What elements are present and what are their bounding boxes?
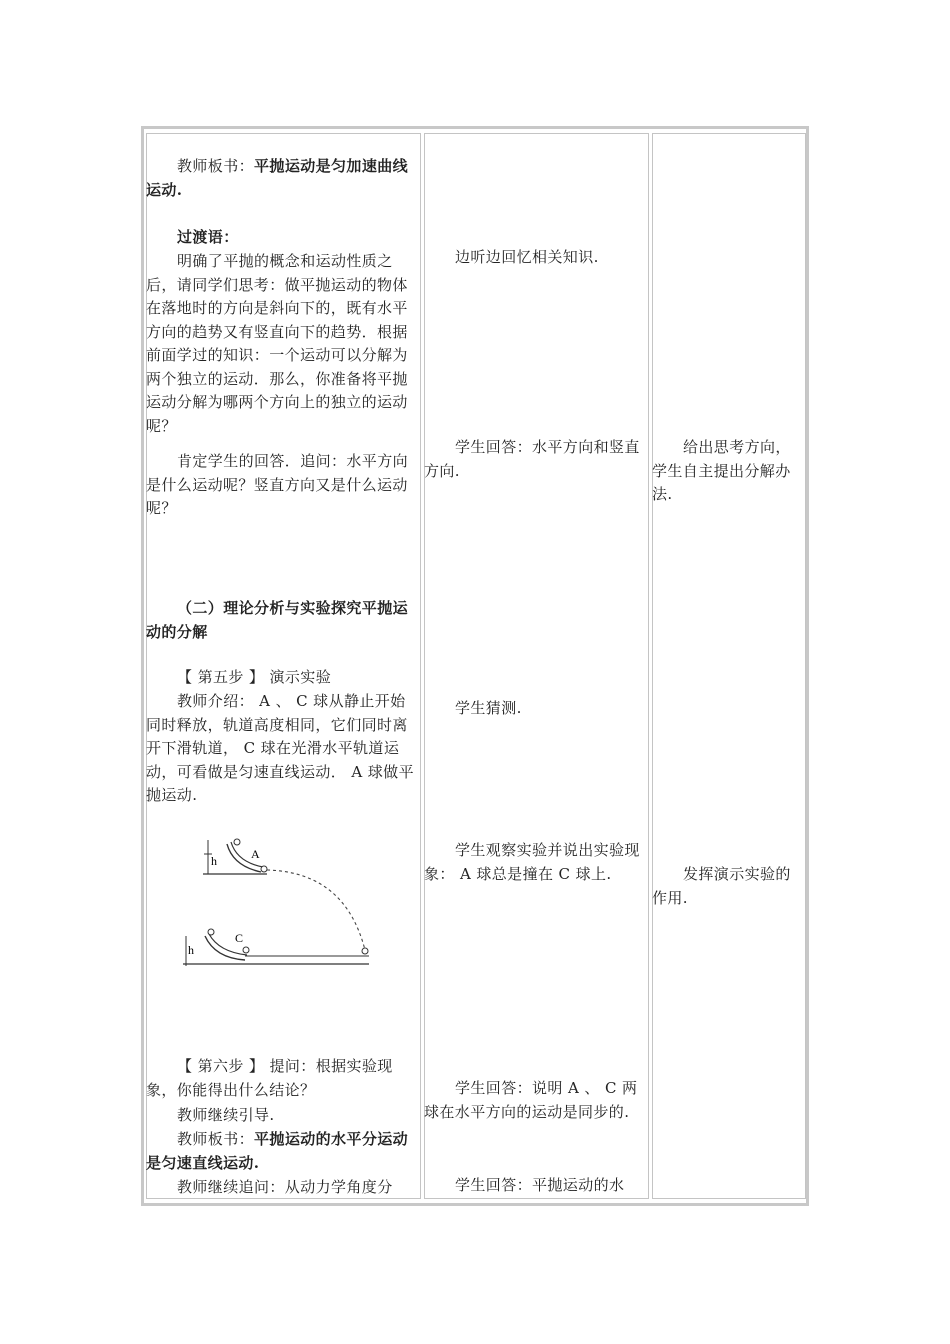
teacher-introduction: 教师介绍： A 、 C 球从静止开始同时释放，轨道高度相同，它们同时离开下滑轨道， C 球在光滑水平轨道运动，可看做是匀速直线运动． A 球做平抛运动.	[146, 692, 414, 804]
board-text-bold: 平抛运动是匀加速曲线运动.	[146, 157, 409, 199]
board-text-bold-2: 平抛运动的水平分运动是匀速直线运动.	[146, 1130, 409, 1172]
step-six-question: 【 第六步 】 提问：根据实验现象，你能得出什么结论？	[146, 1057, 393, 1099]
label-a: A	[251, 847, 260, 861]
ball-a-start	[234, 839, 240, 845]
board-writing-2	[146, 1128, 414, 1175]
student-response-3: 学生猜测.	[455, 699, 522, 717]
student-response-1: 边听边回忆相关知识.	[455, 248, 599, 266]
ball-impact	[362, 948, 368, 954]
transition-heading: 过渡语：	[177, 228, 239, 246]
projectile-trajectory	[267, 870, 365, 950]
student-response-2: 学生回答：水平方向和竖直方向.	[424, 438, 640, 480]
teacher-guidance: 教师继续引导.	[177, 1106, 275, 1124]
ball-c	[243, 947, 249, 953]
label-h-top: h	[211, 854, 217, 868]
board-writing-1	[146, 155, 414, 202]
section-heading: （二）理论分析与实验探究平抛运动的分解	[146, 599, 409, 641]
board-label: 教师板书：	[177, 157, 255, 175]
design-intent-column	[652, 133, 806, 1199]
ball-c-start	[208, 929, 214, 935]
student-response-5: 学生回答：说明 A 、 C 两球在水平方向的运动是同步的.	[424, 1079, 638, 1121]
teacher-followup: 教师继续追问：从动力学角度分	[177, 1178, 393, 1196]
student-response-6: 学生回答：平抛运动的水	[455, 1176, 625, 1194]
label-h-bottom: h	[188, 943, 194, 957]
transition-paragraph: 明确了平抛的概念和运动性质之后，请同学们思考：做平抛运动的物体在落地时的方向是斜向下的，既有水平方向的趋势又有竖直向下的趋势．根据前面学过的知识：一个运动可以分解为两个独立的运动．那么，你准备将平抛运动分解为哪两个方向上的独立的运动呢？	[146, 252, 408, 435]
label-c: C	[235, 931, 244, 945]
board-label-2: 教师板书：	[177, 1130, 255, 1148]
student-activity-column	[424, 133, 649, 1199]
followup-question: 肯定学生的回答．追问：水平方向是什么运动呢？竖直方向又是什么运动呢？	[146, 452, 409, 517]
student-response-4: 学生观察实验并说出实验现象： A 球总是撞在 C 球上.	[424, 841, 640, 883]
projectile-experiment-diagram	[175, 832, 385, 972]
design-note-2: 发挥演示实验的作用.	[652, 865, 791, 907]
step-five-heading: 【 第五步 】 演示实验	[177, 668, 332, 686]
design-note-1: 给出思考方向，学生自主提出分解办法.	[652, 438, 791, 503]
ball-a	[261, 866, 267, 872]
